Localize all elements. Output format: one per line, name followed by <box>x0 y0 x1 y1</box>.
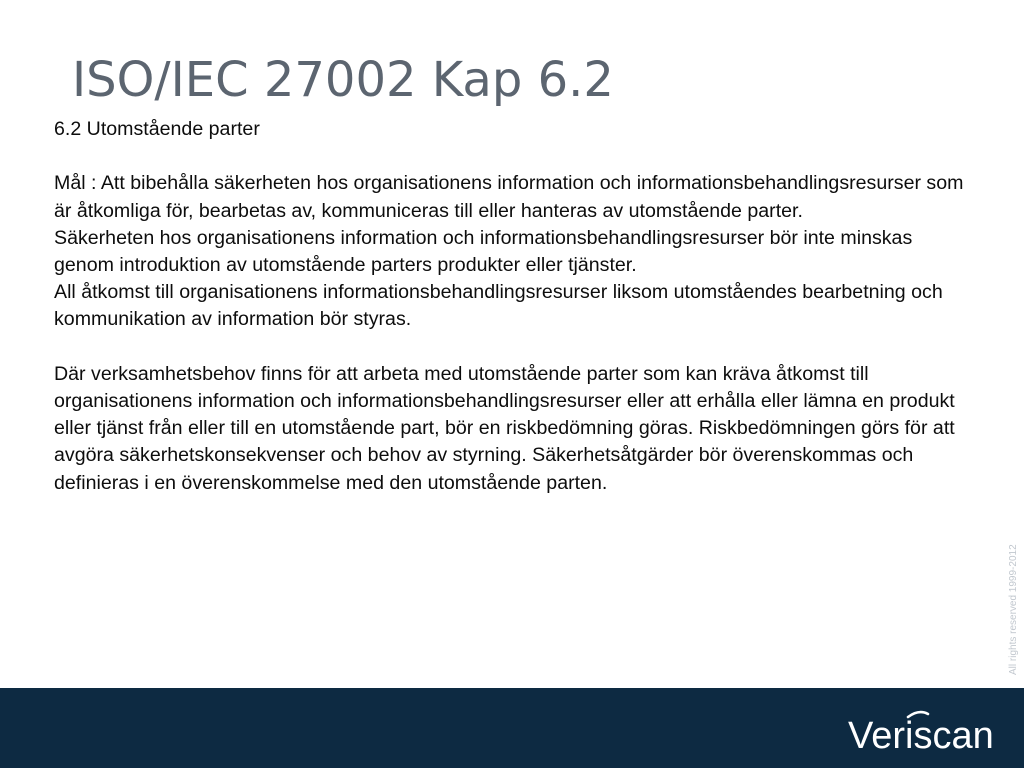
slide-body <box>54 116 974 497</box>
veriscan-logo-text: Veriscan <box>848 715 994 757</box>
section-subheading: 6.2 Utomstående parter <box>54 118 260 140</box>
slide-title: ISO/IEC 27002 Kap 6.2 <box>72 52 614 108</box>
access-paragraph: All åtkomst till organisationens informationsbehandlingsresurser liksom utomståendes bearbetning och kommunikation av information bör styras. <box>54 281 943 331</box>
veriscan-logo-mark <box>848 710 998 756</box>
paragraph-spacer <box>54 143 974 170</box>
paragraph-spacer <box>54 334 974 361</box>
footer-band <box>0 688 1024 768</box>
objective-paragraph: Mål : Att bibehålla säkerheten hos organisationens information och informationsbehandlingsresurser som är åtkomliga för, bearbetas av, kommuniceras till eller hanteras av utomstående parter. <box>54 172 964 222</box>
security-paragraph: Säkerheten hos organisationens information och informationsbehandlingsresurser bör inte minskas genom introduktion av utomstående parters produkter eller tjänster. <box>54 226 913 276</box>
copyright-notice: All rights reserved 1999-2012 <box>1008 544 1019 675</box>
veriscan-logo <box>848 710 998 756</box>
risk-assessment-paragraph: Där verksamhetsbehov finns för att arbeta med utomstående parter som kan kräva åtkomst till organisationens information och informationsbehandlingsresurser eller att erhålla eller lämna en produkt eller tjänst från eller till en utomstående part, bör en riskbedömning göras. Riskbedömningen görs för att avgöra säkerhetskonsekvenser och behov av styrning. Säkerhetsåtgärder bör överenskommas och definieras i en överenskommelse med den utomstående parten. <box>54 362 955 494</box>
